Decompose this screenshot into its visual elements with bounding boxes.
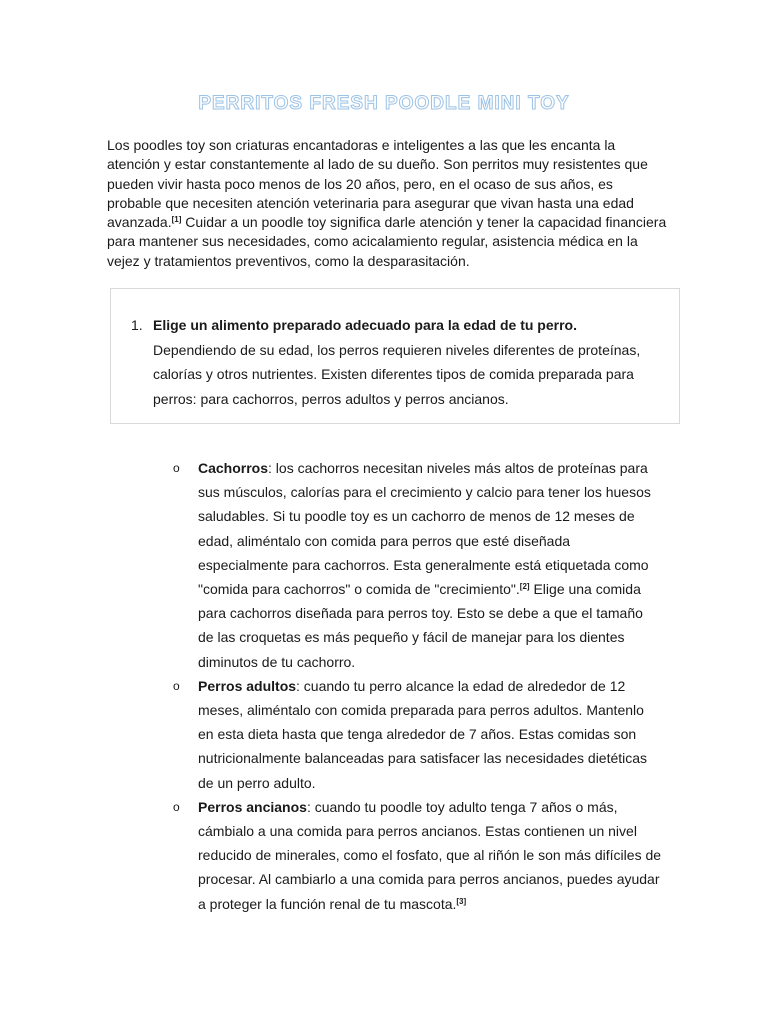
bullet-marker-icon: o — [173, 799, 180, 814]
bullet-item-perros-adultos — [173, 674, 662, 795]
intro-text-continued: Cuidar a un poodle toy significa darle atención y tener la capacidad financiera para mantener sus necesidades, como acicalamiento regular, asistencia médica en la vejez y tratamientos preventivos, como la desparasitación. — [107, 214, 667, 269]
bullet-term: Perros adultos — [198, 677, 297, 694]
step-number: 1. — [131, 317, 143, 333]
step-item — [131, 313, 663, 411]
step-heading: Elige un alimento preparado adecuado para la edad de tu perro. — [153, 317, 577, 333]
bullet-text: : cuando tu perro alcance la edad de alrededor de 12 meses, aliméntalo con comida preparada para perros adultos. Mantenlo en esta dieta hasta que tenga alrededor de 7 años. Estas comidas son nutricionalmente balanceadas para satisfacer las necesidades dietéticas de un perro adulto. — [198, 677, 648, 791]
step-box — [110, 288, 680, 424]
document-title: PERRITOS FRESH POODLE MINI TOY — [198, 93, 570, 114]
step-text: Dependiendo de su edad, los perros requieren niveles diferentes de proteínas, calorías y otros nutrientes. Existen diferentes tipos de comida preparada para perros: para cachorros, perros adultos y perros ancianos. — [153, 341, 641, 407]
intro-paragraph — [107, 136, 667, 271]
diet-bullet-list — [173, 456, 662, 916]
bullet-text: : cuando tu poodle toy adulto tenga 7 años o más, cámbialo a una comida para perros ancianos. Estas contienen un nivel reducido de minerales, como el fosfato, que al riñón le son más difíciles de procesar. Al cambiarlo a una comida para perros ancianos, puedes ayudar a proteger la función renal de tu mascota. — [198, 798, 662, 912]
bullet-item-perros-ancianos — [173, 795, 662, 916]
footnote-ref-1[interactable]: [1] — [171, 215, 182, 225]
footnote-ref-2[interactable]: [2] — [519, 582, 530, 592]
bullet-text-continued: Elige una comida para cachorros diseñada para perros toy. Esto se debe a que el tamaño de las croquetas es más pequeño y fácil de manejar para los dientes diminutos de tu cachorro. — [198, 581, 643, 670]
bullet-item-cachorros — [173, 456, 662, 674]
bullet-term: Cachorros — [198, 460, 269, 476]
footnote-ref-3[interactable]: [3] — [456, 896, 467, 906]
bullet-term: Perros ancianos — [198, 798, 307, 815]
bullet-text: : los cachorros necesitan niveles más altos de proteínas para sus músculos, calorías para el crecimiento y calcio para tener los huesos saludables. Si tu poodle toy es un cachorro de menos de 12 meses de edad, aliméntalo con comida para perros que esté diseñada especialmente para cachorros. Esta generalmente está etiquetada como "comida para cachorros" o comida de "crecimiento". — [198, 460, 651, 598]
bullet-marker-icon: o — [173, 461, 180, 475]
intro-text: Los poodles toy son criaturas encantadoras e inteligentes a las que les encanta la atención y estar constantemente al lado de su dueño. Son perritos muy resistentes que pueden vivir hasta poco menos de los 20 años, pero, en el ocaso de sus años, es probable que necesiten atención veterinaria para asegurar que vivan hasta una edad avanzada. — [107, 137, 648, 231]
bullet-marker-icon: o — [173, 678, 180, 693]
